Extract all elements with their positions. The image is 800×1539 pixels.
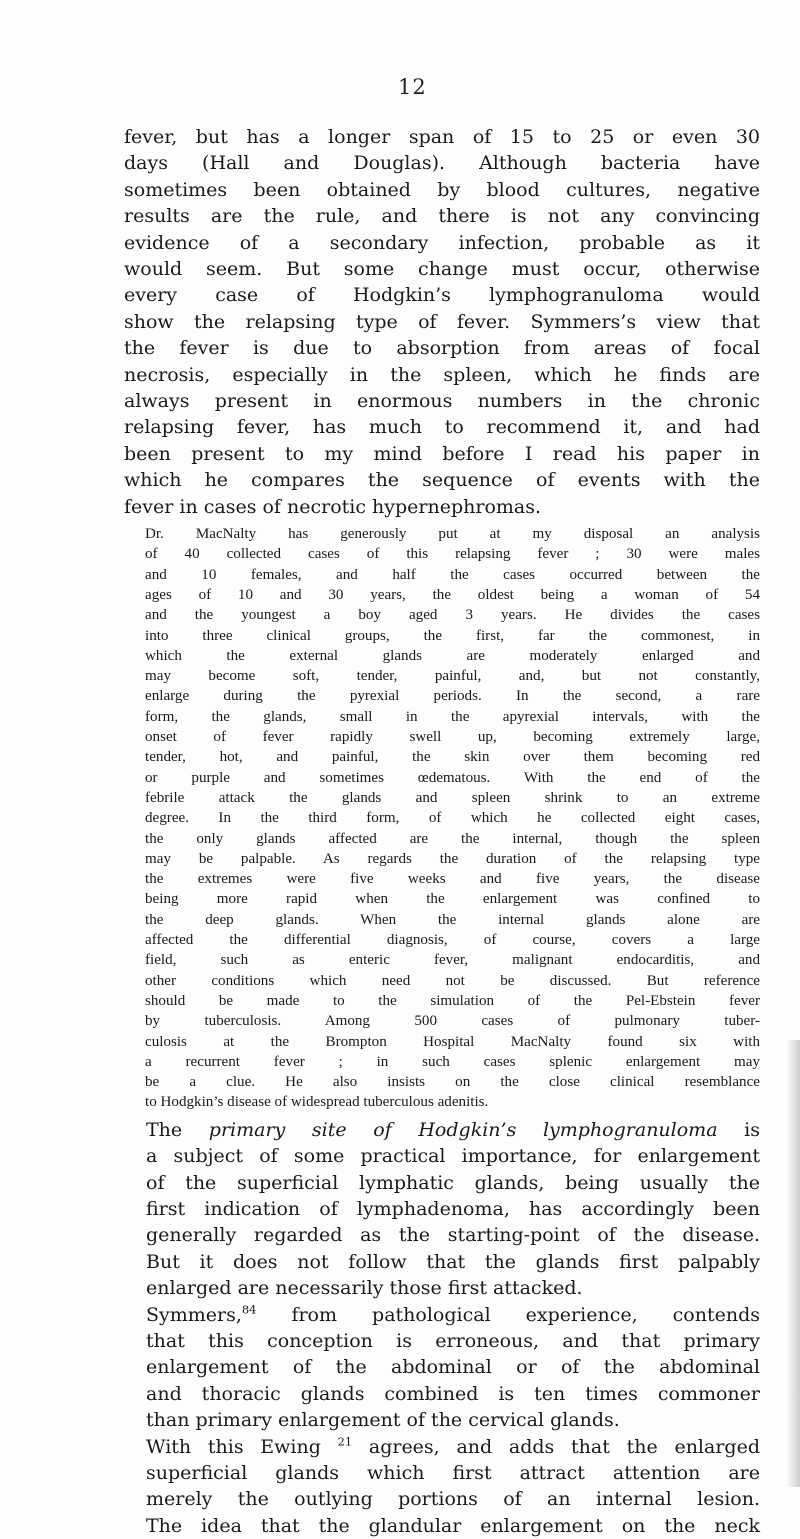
- text-line: affected the differential diagnosis, of course, covers a large: [145, 932, 760, 949]
- text-line: of the superficial lymphatic glands, being usually the: [146, 1171, 760, 1194]
- text-line: enlarge during the pyrexial periods. In the second, a rare: [145, 688, 760, 705]
- text-line: The idea that the glandular enlargement on the neck: [146, 1514, 760, 1537]
- text-line: necrosis, especially in the spleen, which he finds are: [124, 363, 760, 386]
- text-line: fever in cases of necrotic hypernephromas.: [124, 495, 542, 518]
- text-line: may be palpable. As regards the duration of the relapsing type: [145, 850, 760, 867]
- text-line: to Hodgkin’s disease of widespread tuberculous adenitis.: [145, 1094, 489, 1111]
- text-line: superficial glands which first attract attention are: [146, 1461, 760, 1484]
- text-line: been present to my mind before I read his paper in: [124, 442, 760, 465]
- text-line: the fever is due to absorption from areas of focal: [124, 337, 760, 360]
- page-number: 12: [398, 75, 427, 99]
- paragraph-macnalty-analysis: [124, 520, 760, 1113]
- text-line: of 40 collected cases of this relapsing fever ; 30 were males: [145, 546, 760, 563]
- text-line: a recurrent fever ; in such cases splenic enlargement may: [145, 1053, 760, 1070]
- text-line: other conditions which need not be discussed. But reference: [145, 972, 760, 989]
- text-line: enlargement of the abdominal or of the abdominal: [146, 1356, 760, 1379]
- text-line: may become soft, tender, painful, and, but not constantly,: [145, 668, 760, 685]
- text-line: field, such as enteric fever, malignant endocarditis, and: [145, 952, 760, 969]
- text-line: which he compares the sequence of events with the: [124, 469, 760, 492]
- italic-phrase: primary site of Hodgkin’s lymphogranuloma: [208, 1118, 718, 1141]
- text-line: which the external glands are moderately enlarged and: [145, 647, 760, 664]
- paragraph-primary-site: [124, 1117, 760, 1539]
- text-line: results are the rule, and there is not any convincing: [124, 205, 760, 228]
- text-line: The primary site of Hodgkin’s lymphogranuloma is: [146, 1118, 760, 1141]
- text-line: With this Ewing $^{21}$ agrees, and adds that the enlarged: [146, 1434, 760, 1458]
- text-line: a subject of some practical importance, for enlargement: [146, 1145, 760, 1168]
- text-line: merely the outlying portions of an internal lesion.: [146, 1488, 760, 1511]
- text-line: febrile attack the glands and spleen shrink to an extreme: [145, 789, 760, 806]
- text-line: Symmers,$^{84}$ from pathological experience, contends: [146, 1302, 760, 1326]
- text-line: than primary enlargement of the cervical glands.: [146, 1409, 620, 1432]
- text-line: and the youngest a boy aged 3 years. He divides the cases: [145, 607, 760, 624]
- text-line: relapsing fever, has much to recommend it, and had: [124, 416, 760, 439]
- text-line: be a clue. He also insists on the close clinical resemblance: [145, 1074, 760, 1091]
- text-line: generally regarded as the starting-point of the disease.: [146, 1224, 760, 1247]
- text-line: ages of 10 and 30 years, the oldest being a woman of 54: [145, 586, 760, 603]
- text-line: sometimes been obtained by blood cultures, negative: [124, 178, 760, 201]
- text-line: every case of Hodgkin’s lymphogranuloma would: [124, 284, 760, 307]
- text-line: that this conception is erroneous, and that primary: [146, 1329, 760, 1352]
- text-line: first indication of lymphadenoma, has accordingly been: [146, 1197, 760, 1220]
- text-line: the extremes were five weeks and five years, the disease: [145, 871, 760, 888]
- text-line: evidence of a secondary infection, probable as it: [124, 231, 760, 254]
- page-edge-shadow: [786, 1040, 800, 1487]
- paragraph-fever-relapsing: [124, 124, 760, 520]
- text-line: always present in enormous numbers in the chronic: [124, 390, 760, 413]
- text-line: form, the glands, small in the apyrexial intervals, with the: [145, 708, 760, 725]
- citation-21: 21: [337, 1434, 353, 1449]
- text-line: enlarged are necessarily those first attacked.: [146, 1277, 583, 1300]
- page-body: [124, 124, 760, 1539]
- text-line: But it does not follow that the glands first palpably: [146, 1250, 760, 1273]
- text-line: days (Hall and Douglas). Although bacteria have: [124, 152, 760, 175]
- text-line: or purple and sometimes œdematous. With the end of the: [145, 769, 760, 786]
- text-line: would seem. But some change must occur, otherwise: [124, 258, 760, 281]
- text-line: being more rapid when the enlargement was confined to: [145, 891, 760, 908]
- text-line: degree. In the third form, of which he collected eight cases,: [145, 810, 760, 827]
- text-line: Dr. MacNalty has generously put at my disposal an analysis: [145, 526, 760, 543]
- text-line: the deep glands. When the internal glands alone are: [145, 911, 760, 928]
- text-line: culosis at the Brompton Hospital MacNalty found six with: [145, 1033, 760, 1050]
- text-line: show the relapsing type of fever. Symmers’s view that: [124, 310, 760, 333]
- text-line: into three clinical groups, the first, far the commonest, in: [145, 627, 760, 644]
- text-line: by tuberculosis. Among 500 cases of pulmonary tuber-: [145, 1013, 760, 1030]
- text-line: and thoracic glands combined is ten times commoner: [146, 1382, 760, 1405]
- text-line: onset of fever rapidly swell up, becoming extremely large,: [145, 729, 760, 746]
- text-line: should be made to the simulation of the Pel-Ebstein fever: [145, 992, 760, 1009]
- text-line: fever, but has a longer span of 15 to 25 or even 30: [124, 126, 760, 148]
- text-line: and 10 females, and half the cases occurred between the: [145, 566, 760, 583]
- text-line: the only glands affected are the internal, though the spleen: [145, 830, 760, 847]
- citation-84: 84: [241, 1302, 257, 1317]
- text-line: tender, hot, and painful, the skin over them becoming red: [145, 749, 760, 766]
